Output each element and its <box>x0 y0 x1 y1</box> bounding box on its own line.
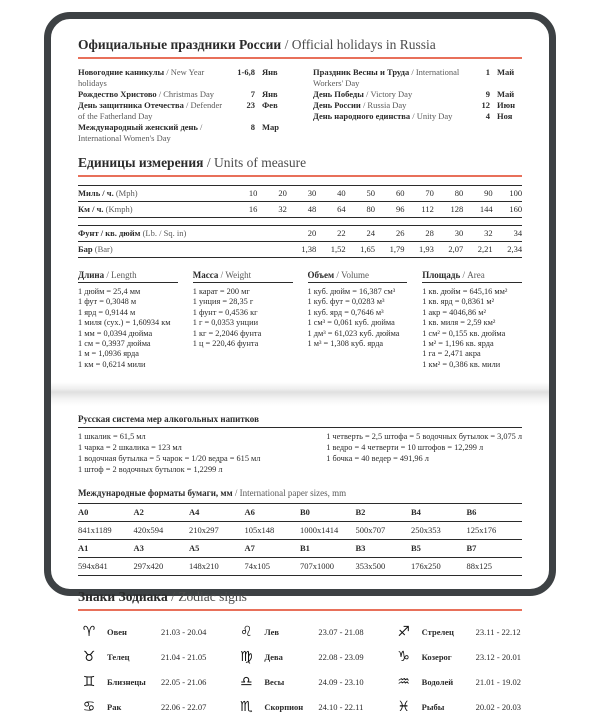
measure-row <box>78 241 522 257</box>
zodiac-name: Телец <box>107 651 130 662</box>
zodiac-row <box>78 669 207 694</box>
measure-label-en: (Kmph) <box>105 204 133 214</box>
zodiac-icon: ♋ <box>82 698 96 715</box>
paper-sizes-table <box>78 503 522 576</box>
measure-value: 1,52 <box>330 244 346 254</box>
conversion-lines <box>308 287 408 349</box>
holiday-name-en: / Unity Day <box>412 111 453 121</box>
measure-label <box>78 229 228 238</box>
measure-value: 128 <box>450 204 464 214</box>
zodiac-icon: ♒ <box>397 673 410 690</box>
holiday-day: 23 <box>246 100 255 110</box>
paper-format-code: A5 <box>189 543 200 554</box>
conversion-line: 1 км = 0,6214 мили <box>78 359 146 369</box>
zodiac-row <box>235 669 364 694</box>
zodiac-row <box>78 644 207 669</box>
zodiac-icon: ♎ <box>240 673 253 690</box>
measure-label-ru: Фунт / кв. дюйм <box>78 228 141 238</box>
paper-format-code: A1 <box>78 543 89 554</box>
zodiac-row <box>235 694 364 719</box>
paper-title-en: / International paper sizes, mm <box>234 488 347 499</box>
zodiac-name: Дева <box>264 651 283 662</box>
holidays-grid <box>78 67 522 144</box>
holiday-name <box>78 100 229 122</box>
zodiac-row <box>393 694 522 719</box>
alcohol-line: 1 бочка = 40 ведер = 491,96 л <box>326 454 429 464</box>
measure-label <box>78 205 228 214</box>
alcohol-line: 1 штоф = 2 водочных бутылок = 1,2299 л <box>78 465 223 475</box>
conversion-line: 1 г = 0,0353 унции <box>192 318 259 328</box>
holidays-title-en: / Official holidays in Russia <box>284 37 436 52</box>
holiday-name <box>313 111 464 122</box>
page-top <box>51 19 549 370</box>
conversion-lines <box>422 287 522 370</box>
conversion-line: 1 га = 2,471 акра <box>422 349 481 359</box>
holiday-name-en: / Russia Day <box>362 100 407 110</box>
zodiac-name: Стрелец <box>421 626 454 637</box>
paper-format-code: B7 <box>466 543 477 554</box>
measure-label-en: (Bar) <box>94 244 113 254</box>
page-bottom <box>51 406 549 719</box>
paper-format-size: 125x176 <box>466 525 497 536</box>
zodiac-title-ru: Знаки Зодиака <box>78 589 168 605</box>
zodiac-dates: 23.11 - 22.12 <box>475 626 521 637</box>
paper-format-code: B2 <box>355 507 366 518</box>
measure-value: 30 <box>307 188 317 198</box>
conversion-line: 1 км² = 0,386 кв. мили <box>422 359 501 369</box>
paper-format-value-row <box>78 557 522 575</box>
measure-value: 160 <box>509 204 523 214</box>
paper-title-ru: Международные форматы бумаги, мм <box>78 488 233 499</box>
measure-label <box>78 189 228 198</box>
measure-value: 32 <box>484 228 493 238</box>
conversion-header-ru: Масса <box>192 270 219 280</box>
measure-value: 90 <box>484 188 493 198</box>
paper-format-code: A3 <box>133 543 144 554</box>
paper-format-size: 500x707 <box>355 525 386 536</box>
holidays-section <box>78 37 522 144</box>
conversion-line: 1 см² = 0,155 кв. дюйма <box>422 328 506 338</box>
zodiac-row <box>393 644 522 669</box>
zodiac-column <box>235 619 364 719</box>
measure-row <box>78 186 522 201</box>
paper-format-header-row <box>78 503 522 521</box>
measure-values <box>228 245 522 254</box>
measure-value: 28 <box>425 228 434 238</box>
zodiac-icon: ♍ <box>240 648 253 665</box>
conversion-line: 1 кв. дюйм = 645,16 мм² <box>422 287 508 296</box>
measure-row <box>78 201 522 217</box>
holiday-day: 12 <box>481 100 490 110</box>
paper-sizes-section <box>78 488 522 576</box>
measure-value: 1,79 <box>389 244 405 254</box>
paper-size-group <box>78 503 522 539</box>
accent-rule <box>78 609 522 611</box>
zodiac-dates: 22.08 - 23.09 <box>318 651 364 662</box>
holiday-name-en: / New Year holidays <box>78 67 205 88</box>
conversion-line: 1 см³ = 0,061 куб. дюйма <box>307 318 395 328</box>
zodiac-icon: ♓ <box>397 698 410 715</box>
zodiac-section <box>78 589 522 719</box>
conversion-column-header <box>308 270 408 283</box>
measure-value: 20 <box>278 188 287 198</box>
paper-format-size: 420x594 <box>133 525 164 536</box>
paper-format-size: 250x353 <box>411 525 441 536</box>
zodiac-dates: 21.01 - 19.02 <box>475 676 521 687</box>
holiday-month: Фев <box>262 100 278 110</box>
holiday-name-ru: Новогодние каникулы <box>78 67 165 77</box>
zodiac-rows <box>78 619 207 719</box>
holiday-day: 8 <box>250 122 255 132</box>
conversion-column <box>422 270 522 370</box>
zodiac-icon: ♊ <box>82 673 96 690</box>
zodiac-icon: ♐ <box>397 623 410 640</box>
paper-format-code: A6 <box>244 507 255 518</box>
zodiac-dates: 20.02 - 20.03 <box>475 701 521 712</box>
paper-format-size: 594x841 <box>78 561 108 572</box>
zodiac-dates: 24.09 - 23.10 <box>318 676 364 687</box>
zodiac-dates: 22.06 - 22.07 <box>161 701 207 712</box>
paper-format-size: 88x125 <box>466 561 492 572</box>
zodiac-column <box>78 619 207 719</box>
paper-format-code: B3 <box>355 543 366 554</box>
holiday-name-ru: День народного единства <box>313 111 411 121</box>
paper-format-size: 707x1000 <box>300 561 334 572</box>
holiday-row <box>78 100 287 122</box>
holiday-day: 1-6,8 <box>237 67 255 77</box>
zodiac-row <box>235 644 364 669</box>
zodiac-icon: ♉ <box>82 648 96 665</box>
alcohol-line: 1 шкалик = 61,5 мл <box>78 432 146 442</box>
holiday-row <box>78 67 287 89</box>
paper-format-size: 148x210 <box>189 561 219 572</box>
zodiac-name: Весы <box>264 676 285 687</box>
paper-format-code: A7 <box>244 543 255 554</box>
zodiac-name: Близнецы <box>107 676 146 687</box>
alcohol-line: 1 чарка = 2 шкалика = 123 мл <box>78 443 182 453</box>
measure-value: 20 <box>307 228 317 238</box>
measure-value: 48 <box>307 204 317 214</box>
holiday-name <box>313 89 464 100</box>
measure-value: 1,65 <box>360 244 376 254</box>
zodiac-name: Козерог <box>421 651 452 662</box>
measure-value <box>228 229 257 238</box>
conversion-line: 1 см = 0,3937 дюйма <box>78 339 151 349</box>
paper-format-size: 353x500 <box>355 561 386 572</box>
conversion-column <box>308 270 408 370</box>
alcohol-title: Русская система мер алкогольных напитков <box>78 414 522 428</box>
zodiac-icon: ♑ <box>397 648 410 665</box>
conversion-line: 1 унция = 28,35 г <box>192 297 254 307</box>
paper-format-value-row <box>78 521 522 539</box>
conversion-line: 1 м = 1,0936 ярда <box>78 349 139 359</box>
zodiac-row <box>235 619 364 644</box>
measure-label <box>78 245 228 254</box>
paper-size-group <box>78 539 522 575</box>
conversion-header-en: / Area <box>462 270 485 280</box>
holiday-row <box>78 122 287 144</box>
zodiac-dates: 21.04 - 21.05 <box>161 651 207 662</box>
paper-format-size: 105x148 <box>244 525 275 536</box>
alcohol-left-column <box>78 431 318 475</box>
measure-value <box>257 229 286 238</box>
conversion-line: 1 кв. миля = 2,59 км² <box>422 318 496 328</box>
measure-value: 112 <box>421 204 434 214</box>
holiday-name-ru: День защитника Отечества <box>78 100 184 110</box>
holidays-title-ru: Официальные праздники России <box>78 37 282 52</box>
zodiac-icon: ♌ <box>240 623 253 640</box>
measure-value: 60 <box>395 188 405 198</box>
holidays-title <box>78 37 522 53</box>
holiday-row <box>313 100 522 111</box>
measure-label-ru: Миль / ч. <box>78 188 114 198</box>
conversion-header-en: / Length <box>106 270 137 280</box>
conversion-line: 1 куб. дюйм = 16,387 см³ <box>307 287 396 296</box>
holiday-name <box>78 122 229 144</box>
conversion-line: 1 кг = 2,2046 фунта <box>192 328 262 338</box>
zodiac-dates: 23.12 - 20.01 <box>475 651 521 662</box>
measure-value: 34 <box>513 228 523 238</box>
units-title-en: / Units of measure <box>206 155 307 170</box>
holiday-month: Май <box>497 89 515 99</box>
measure-value: 2,34 <box>507 244 523 254</box>
holiday-name-en: / Christmas Day <box>158 89 215 99</box>
conversion-column <box>78 270 178 370</box>
holiday-month: Май <box>497 67 515 77</box>
holiday-name-ru: День Победы <box>313 89 364 99</box>
holiday-name <box>78 89 229 100</box>
zodiac-icon: ♈ <box>82 623 96 640</box>
paper-format-size: 74x105 <box>244 561 270 572</box>
zodiac-name: Рыбы <box>421 701 445 712</box>
conversion-line: 1 м² = 1,196 кв. ярда <box>422 339 494 349</box>
conversion-line: 1 фунт = 0,4536 кг <box>192 307 258 317</box>
paper-format-size: 1000x1414 <box>300 525 339 536</box>
measure-label-en: (Lb. / Sq. in) <box>142 228 187 238</box>
measure-value: 2,21 <box>477 244 493 254</box>
conversion-column-header <box>193 270 293 283</box>
measure-value: 30 <box>454 228 464 238</box>
accent-rule <box>78 57 522 59</box>
holiday-name-en: / International Workers' Day <box>313 67 460 88</box>
conversion-line: 1 карат = 200 мг <box>192 287 250 296</box>
measure-value <box>257 245 286 254</box>
zodiac-dates: 24.10 - 22.11 <box>318 701 364 712</box>
measure-values <box>228 189 522 198</box>
holiday-name-ru: Рождество Христово <box>78 89 157 99</box>
paper-format-code: B4 <box>411 507 421 518</box>
zodiac-name: Овен <box>107 626 127 637</box>
zodiac-row <box>78 694 207 719</box>
measure-value: 80 <box>454 188 464 198</box>
measure-values <box>228 205 522 214</box>
zodiac-column <box>393 619 522 719</box>
measure-value: 80 <box>366 204 376 214</box>
conversion-line: 1 ярд = 0,9144 м <box>78 307 136 317</box>
zodiac-name: Лев <box>264 626 279 637</box>
conversion-header-ru: Длина <box>78 270 105 280</box>
measure-value: 16 <box>248 204 258 214</box>
conversion-column-header <box>422 270 522 283</box>
holiday-name-ru: День России <box>313 100 361 110</box>
measure-value: 64 <box>337 204 346 214</box>
paper-sizes-title <box>78 488 522 498</box>
notebook-page <box>44 12 556 715</box>
conversion-tables <box>78 270 522 370</box>
paper-format-code: A0 <box>78 507 89 518</box>
zodiac-dates: 22.05 - 21.06 <box>161 676 207 687</box>
paper-format-code: B5 <box>411 543 421 554</box>
zodiac-row <box>393 619 522 644</box>
speed-conversion-table <box>78 185 522 218</box>
conversion-header-ru: Площадь <box>422 270 461 280</box>
measure-value: 26 <box>395 228 405 238</box>
conversion-line: 1 кв. ярд = 0,8361 м² <box>422 297 495 307</box>
holiday-name <box>313 67 464 89</box>
paper-format-code: B0 <box>300 507 310 518</box>
measure-label-en: (Mph) <box>115 188 138 198</box>
zodiac-name: Водолей <box>421 676 454 687</box>
holiday-name-ru: Международный женский день <box>78 122 198 132</box>
paper-format-code: B1 <box>300 543 310 554</box>
pressure-conversion-table <box>78 225 522 258</box>
conversion-lines <box>78 287 178 370</box>
alcohol-measures-section <box>78 414 522 475</box>
zodiac-dates: 23.07 - 21.08 <box>318 626 364 637</box>
paper-format-size: 176x250 <box>411 561 441 572</box>
measure-value: 70 <box>425 188 434 198</box>
zodiac-rows <box>235 619 364 719</box>
conversion-line: 1 миля (сух.) = 1,60934 км <box>78 318 171 328</box>
conversion-header-ru: Объем <box>307 270 335 280</box>
holidays-left-column <box>78 67 287 144</box>
zodiac-title-en: / Zodiac signs <box>171 589 247 605</box>
conversion-column <box>193 270 293 370</box>
measure-value: 1,38 <box>301 244 317 254</box>
measure-values <box>228 229 522 238</box>
zodiac-grid <box>78 619 522 719</box>
holiday-day: 7 <box>250 89 255 99</box>
holiday-month: Ноя <box>497 111 513 121</box>
measure-value: 144 <box>479 204 493 214</box>
zodiac-name: Рак <box>107 701 122 712</box>
zodiac-title <box>78 589 522 605</box>
holiday-name-en: / Defender of the Fatherland Day <box>78 100 223 121</box>
measure-value: 24 <box>366 228 376 238</box>
holiday-name <box>78 67 229 89</box>
conversion-line: 1 куб. ярд = 0,7646 м³ <box>307 307 384 317</box>
units-title <box>78 155 522 171</box>
conversion-column-header <box>78 270 178 283</box>
zodiac-dates: 21.03 - 20.04 <box>161 626 207 637</box>
paper-format-code: B6 <box>466 507 477 518</box>
paper-format-header-row <box>78 539 522 557</box>
accent-rule <box>78 175 522 177</box>
holiday-row <box>313 89 522 100</box>
measure-value: 100 <box>509 188 523 198</box>
measure-value: 50 <box>366 188 376 198</box>
measure-row <box>78 226 522 241</box>
conversion-line: 1 дюйм = 25,4 мм <box>78 287 141 296</box>
measure-label-ru: Км / ч. <box>78 204 104 214</box>
paper-format-size: 210x297 <box>189 525 219 536</box>
holiday-name-ru: Праздник Весны и Труда <box>313 67 410 77</box>
holiday-name-en: / International Women's Day <box>78 122 203 143</box>
conversion-line: 1 ц = 220,46 фунта <box>192 339 259 349</box>
holiday-month: Янв <box>262 89 278 99</box>
page-separator-shadow <box>51 382 549 406</box>
conversion-header-en: / Volume <box>336 270 369 280</box>
holiday-row <box>78 89 287 100</box>
zodiac-rows <box>393 619 522 719</box>
holiday-day: 9 <box>485 89 490 99</box>
holiday-name-en: / Victory Day <box>365 89 413 99</box>
units-title-ru: Единицы измерения <box>78 155 204 170</box>
paper-format-size: 297x420 <box>133 561 164 572</box>
holiday-day: 1 <box>485 67 490 77</box>
zodiac-name: Скорпион <box>264 701 304 712</box>
holiday-month: Мар <box>262 122 279 132</box>
conversion-header-en: / Weight <box>220 270 252 280</box>
measure-value: 22 <box>337 228 346 238</box>
alcohol-line: 1 водочная бутылка = 5 чарок = 1/20 ведра = 615 мл <box>78 454 261 464</box>
measure-value: 40 <box>337 188 346 198</box>
measure-value: 10 <box>248 188 258 198</box>
alcohol-grid <box>78 431 522 475</box>
measure-value <box>228 245 257 254</box>
holiday-day: 4 <box>485 111 490 121</box>
conversion-line: 1 мм = 0,0394 дюйма <box>78 328 153 338</box>
conversion-line: 1 м³ = 1,308 куб. ярда <box>307 339 384 349</box>
units-section <box>78 155 522 370</box>
conversion-line: 1 дм³ = 61,023 куб. дюйма <box>307 328 400 338</box>
paper-format-code: A4 <box>189 507 200 518</box>
conversion-lines <box>193 287 293 349</box>
zodiac-row <box>393 669 522 694</box>
measure-value: 1,93 <box>418 244 434 254</box>
measure-value: 96 <box>395 204 405 214</box>
holiday-name <box>313 100 464 111</box>
alcohol-right-column <box>326 431 522 475</box>
paper-format-size: 841x1189 <box>78 525 112 536</box>
measure-label-ru: Бар <box>78 244 93 254</box>
holiday-month: Янв <box>262 67 278 77</box>
holiday-month: Июн <box>497 100 516 110</box>
alcohol-line: 1 четверть = 2,5 штофа = 5 водочных бутылок = 3,075 л <box>326 432 522 442</box>
conversion-line: 1 акр = 4046,86 м² <box>422 307 486 317</box>
measure-value: 32 <box>278 204 287 214</box>
paper-format-code: A2 <box>133 507 144 518</box>
conversion-line: 1 куб. фут = 0,0283 м³ <box>307 297 385 307</box>
zodiac-icon: ♏ <box>240 698 253 715</box>
conversion-line: 1 фут = 0,3048 м <box>78 297 137 307</box>
holidays-right-column <box>313 67 522 144</box>
measure-value: 2,07 <box>448 244 464 254</box>
zodiac-row <box>78 619 207 644</box>
alcohol-line: 1 ведро = 4 четверти = 10 штофов = 12,299 л <box>326 443 484 453</box>
holiday-row <box>313 67 522 89</box>
holiday-row <box>313 111 522 122</box>
